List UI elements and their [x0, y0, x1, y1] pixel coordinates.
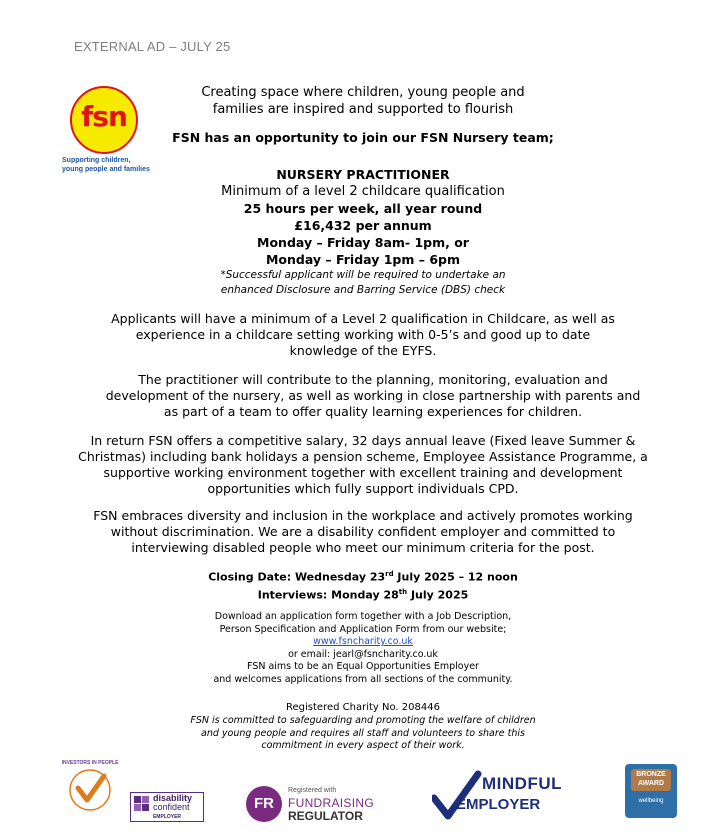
- ad-header: EXTERNAL AD – JULY 25: [74, 39, 231, 54]
- paragraph-requirements: [80, 311, 646, 359]
- job-note2: enhanced Disclosure and Barring Service (DBS) check: [220, 284, 506, 296]
- p1-line1: Applicants will have a minimum of a Level 2 qualification in Childcare, as well as: [111, 311, 615, 326]
- logo-tagline-line1: Supporting children,: [62, 157, 131, 164]
- job-title: NURSERY PRACTITIONER: [276, 167, 450, 182]
- closing-date-suffix: July 2025 – 12 noon: [393, 570, 518, 584]
- fr-line3: REGULATOR: [288, 809, 363, 823]
- interview-date-suffix: July 2025: [407, 588, 469, 602]
- me-line2: EMPLOYER: [456, 796, 541, 813]
- website-link[interactable]: www.fsncharity.co.uk: [313, 636, 413, 647]
- job-shift2: Monday – Friday 1pm – 6pm: [265, 252, 460, 267]
- job-qualification: Minimum of a level 2 childcare qualification: [221, 184, 505, 199]
- iip-badge-icon: [60, 758, 120, 818]
- interview-date-sup: th: [398, 587, 408, 596]
- disability-confident-logo: [130, 792, 204, 822]
- p2-line2: development of the nursery, as well as working in close partnership with parents and: [105, 388, 641, 403]
- apply-line5: FSN aims to be an Equal Opportunities Employer: [247, 661, 479, 672]
- p1-line2: experience in a childcare setting working with 0-5’s and good up to date: [135, 327, 591, 342]
- opportunity-heading: FSN has an opportunity to join our FSN Nursery team;: [172, 130, 554, 145]
- fr-line1: Registered with: [288, 787, 337, 794]
- p3-line4: opportunities which fully support individuals CPD.: [207, 481, 519, 496]
- interview-date: [110, 585, 616, 603]
- dc-line3: EMPLOYER: [152, 814, 182, 820]
- job-note1: *Successful applicant will be required to undertake an: [220, 269, 506, 281]
- fundraising-regulator-logo: [246, 784, 386, 824]
- p4-line2: without discrimination. We are a disability confident employer and committed to: [110, 524, 616, 539]
- bronze-line2: AWARD: [637, 780, 665, 787]
- charity-number: Registered Charity No. 208446: [286, 702, 440, 713]
- apply-line1: Download an application form together with a Job Description,: [214, 611, 512, 622]
- investors-in-people-logo: [60, 758, 120, 818]
- apply-line6: and welcomes applications from all sections of the community.: [213, 673, 513, 685]
- closing-date-sup: rd: [385, 570, 394, 578]
- fr-badge-icon: FR: [246, 786, 282, 822]
- apply-info: [110, 611, 616, 686]
- interview-date-prefix: Interviews: Monday 28: [257, 588, 399, 602]
- safeguarding-line3: commitment in every aspect of their work.: [261, 740, 465, 751]
- bronze-line3: wellbeing: [638, 798, 664, 804]
- p1-line3: knowledge of the EYFS.: [289, 343, 437, 358]
- safeguarding-line1: FSN is committed to safeguarding and promoting the welfare of children: [190, 715, 536, 726]
- apply-email: or email: jearl@fsncharity.co.uk: [288, 648, 438, 660]
- iip-label: INVESTORS IN PEOPLE: [61, 760, 119, 766]
- paragraph-diversity: [70, 508, 656, 556]
- p3-line3: supportive working environment together with excellent training and development: [103, 465, 623, 480]
- paragraph-role: [90, 372, 656, 420]
- logo-wordmark: fsn: [81, 100, 127, 133]
- bronze-award-logo: [625, 764, 677, 818]
- safeguarding-line2: and young people and requires all staff and volunteers to share this: [201, 727, 525, 739]
- p4-line1: FSN embraces diversity and inclusion in the workplace and actively promotes working: [93, 508, 633, 523]
- closing-date-prefix: Closing Date: Wednesday 23: [208, 570, 386, 584]
- job-salary: £16,432 per annum: [294, 218, 432, 233]
- mindful-employer-logo: [432, 770, 560, 822]
- p3-line2: Christmas) including bank holidays a pension scheme, Employee Assistance Programme, a: [78, 449, 648, 464]
- me-line1: MINDFUL: [482, 774, 562, 793]
- p4-line3: interviewing disabled people who meet our minimum criteria for the post.: [131, 540, 595, 555]
- dc-line2: confident: [153, 802, 190, 812]
- job-hours: 25 hours per week, all year round: [243, 201, 483, 216]
- charity-info: [110, 701, 616, 753]
- dc-line1: disability: [153, 793, 193, 803]
- job-details: [110, 166, 616, 298]
- p3-line1: In return FSN offers a competitive salary, 32 days annual leave (Fixed leave Summer &: [90, 433, 636, 448]
- dates: [110, 567, 616, 602]
- intro: [140, 84, 586, 118]
- dc-squares-icon: [134, 796, 150, 812]
- intro-line2: families are inspired and supported to flourish: [212, 102, 514, 117]
- p2-line1: The practitioner will contribute to the planning, monitoring, evaluation and: [138, 372, 608, 387]
- bronze-line1: BRONZE: [636, 771, 666, 778]
- closing-date: [110, 567, 616, 585]
- job-shift1: Monday – Friday 8am- 1pm, or: [257, 235, 469, 250]
- logo-tagline-line2: young people and families: [62, 166, 150, 173]
- intro-line1: Creating space where children, young people and: [201, 85, 525, 100]
- apply-line2: Person Specification and Application Form from our website;: [219, 623, 507, 635]
- paragraph-benefits: [50, 433, 676, 497]
- p2-line3: as part of a team to offer quality learning experiences for children.: [163, 404, 583, 419]
- fr-line2: FUNDRAISING: [288, 796, 374, 810]
